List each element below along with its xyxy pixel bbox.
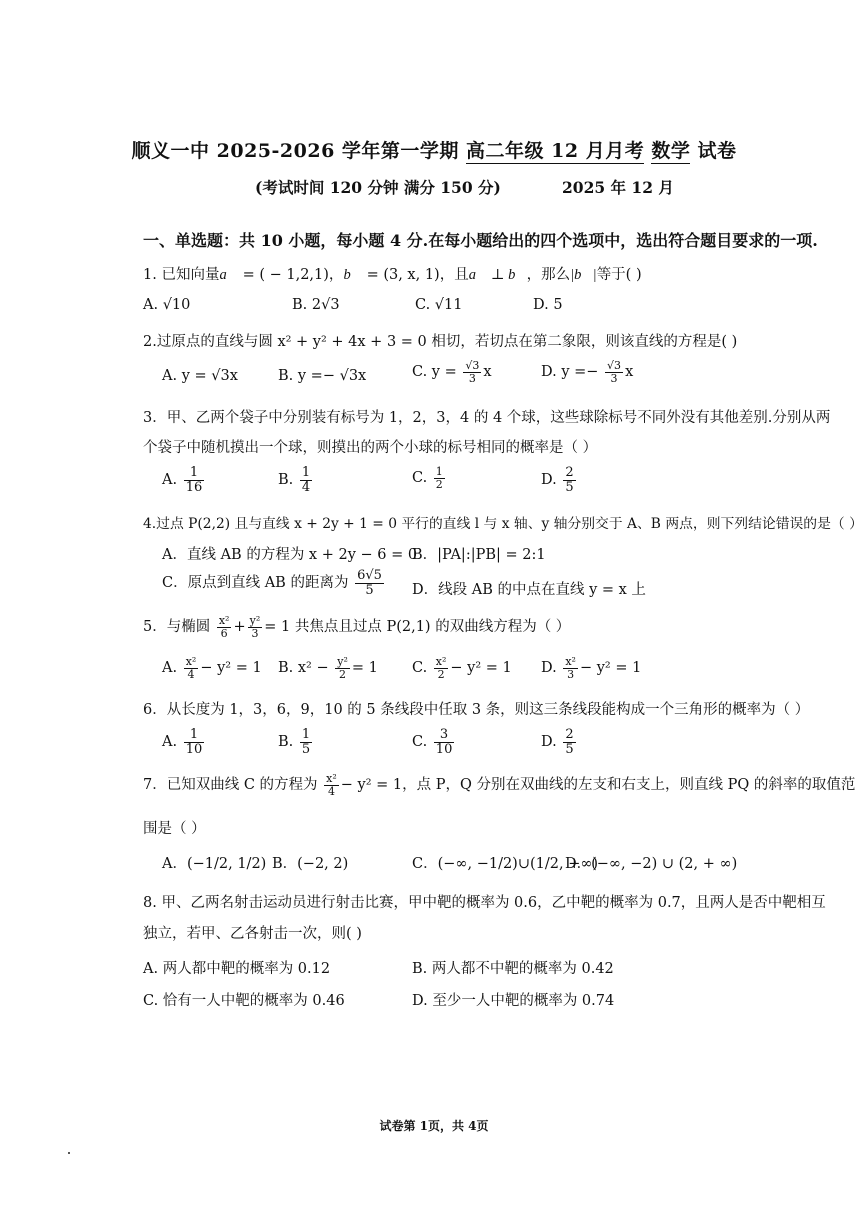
question-2-stem: 2.过原点的直线与圆 x² + y² + 4x + 3 = 0 相切，若切点在第二象限，则该直线的方程是( ) [143, 334, 738, 350]
q3-d-label: D. [541, 472, 557, 489]
q1-stem-part: = ( − 1,2,1)， [237, 267, 344, 283]
q4-c-fraction [355, 569, 384, 597]
q7-option-b: B．(−2, 2) [272, 856, 349, 872]
q5-eq: = 1 [264, 619, 291, 636]
q6-b-fraction [300, 728, 312, 756]
q3-option-b [278, 466, 314, 494]
q6-option-b [278, 728, 314, 756]
q5-b-num: y² [337, 655, 348, 668]
q5-c-num: x² [435, 655, 447, 668]
q5-c-fraction [434, 656, 449, 680]
q6-d-num: 2 [565, 727, 574, 742]
q5-f1-den: 6 [220, 626, 228, 640]
q2-d-prefix: D. y =− [541, 364, 599, 381]
title-subject: 数学 [651, 140, 691, 162]
q5-d-fraction [563, 656, 578, 680]
q3-c-label: C. [412, 470, 428, 487]
q7-option-d: D．(−∞, −2) ∪ (2, + ∞) [565, 856, 738, 872]
q1-stem-part: 等于( ) [596, 267, 642, 283]
question-7-line2: 围是（ ） [143, 821, 206, 837]
q6-option-a [162, 728, 206, 756]
q5-a-rest: − y² = 1 [200, 660, 262, 677]
q7-fraction [324, 773, 339, 797]
exam-title [0, 136, 868, 163]
q5-f1-num: x² [218, 614, 230, 627]
q5-prefix: 5．与椭圆 [143, 619, 211, 636]
scan-speck [68, 1152, 70, 1154]
q7-num: x² [326, 772, 337, 785]
question-7-stem [143, 773, 855, 797]
q1-option-a: A. √10 [143, 297, 191, 313]
q3-option-d [541, 466, 578, 494]
q2-option-a: A. y = √3x [162, 368, 238, 384]
q3-b-label: B. [278, 472, 294, 489]
q5-d-num: x² [565, 655, 576, 668]
q5-b-fraction [335, 656, 350, 680]
q1-option-c: C. √11 [415, 297, 463, 313]
q2-c-num: √3 [465, 359, 480, 372]
q2-d-den: 3 [610, 371, 618, 385]
q5-d-rest: − y² = 1 [579, 660, 642, 677]
q6-c-num: 3 [434, 728, 455, 743]
q3-b-num: 1 [301, 465, 311, 480]
q6-c-label: C. [412, 734, 428, 751]
q5-f2 [248, 615, 263, 639]
q5-f1 [217, 615, 232, 639]
q5-mid: 共焦点且过点 P(2,1) 的双曲线方程为（ ） [294, 619, 571, 636]
title-school: 顺义一中 2025-2026 学年第一学期 [131, 140, 467, 162]
q2-c-den: 3 [468, 371, 476, 385]
q2-c-prefix: C. y = [412, 364, 457, 381]
q8-option-d: D. 至少一人中靶的概率为 0.74 [412, 993, 615, 1009]
q3-c-fraction [434, 466, 445, 490]
question-3-line1: 3．甲、乙两个袋子中分别装有标号为 1，2，3，4 的 4 个球，这些球除标号不同外没有其他差别.分别从两 [143, 410, 831, 426]
q5-b-rest: = 1 [351, 660, 378, 677]
q3-a-num: 1 [184, 466, 205, 481]
q7-prefix: 7．已知双曲线 C 的方程为 [143, 777, 318, 794]
q5-d-den: 3 [567, 667, 575, 681]
q1-stem-part: = (3, x, 1)，且 [361, 267, 469, 283]
q7-option-c: C．(−∞, −1/2)∪(1/2, +∞) [412, 856, 599, 872]
q6-b-label: B. [278, 734, 294, 751]
q3-option-c [412, 466, 447, 490]
q5-option-d [541, 656, 641, 680]
q5-option-a [162, 656, 262, 680]
q5-a-den: 4 [187, 667, 195, 681]
q5-d-label: D. [541, 660, 557, 677]
q6-d-fraction [563, 728, 575, 756]
question-1-stem: 1. 已知向量a⃗ = ( − 1,2,1)，b⃗ = (3, x, 1)，且a⃗ ⊥ b⃗，那么|b⃗|等于( ) [143, 267, 642, 283]
title-grade: 高二年级 12 月月考 [466, 140, 645, 162]
q1-stem-part: 1. 已知向量 [143, 267, 220, 283]
q6-b-den: 5 [301, 741, 311, 757]
q1-option-d: D. 5 [533, 297, 563, 313]
q4-c-den: 5 [365, 582, 374, 598]
q3-c-num: 1 [435, 465, 443, 478]
q5-f2-num: y² [249, 614, 261, 627]
q3-c-den: 2 [435, 477, 443, 491]
q6-d-label: D. [541, 734, 557, 751]
question-4-stem: 4.过点 P(2,2) 且与直线 x + 2y + 1 = 0 平行的直线 l 与 x 轴、y 轴分别交于 A、B 两点，则下列结论错误的是（ ） [143, 516, 863, 532]
q5-b-den: 2 [339, 667, 347, 681]
q3-a-fraction [184, 466, 205, 494]
q2-option-b: B. y =− √3x [278, 368, 367, 384]
q2-d-x: x [625, 364, 634, 381]
q5-plus: + [233, 619, 246, 636]
q3-a-label: A. [162, 472, 178, 489]
exam-date: 2025 年 12 月 [562, 178, 674, 197]
q8-option-c: C. 恰有一人中靶的概率为 0.46 [143, 993, 345, 1009]
page-footer: 试卷第 1页，共 4页 [379, 1119, 489, 1133]
q6-b-num: 1 [301, 727, 311, 742]
q1-stem-part: ，那么 [526, 267, 571, 283]
q5-a-fraction [184, 656, 199, 680]
q4-c-num: 6√5 [357, 568, 382, 583]
q5-c-rest: − y² = 1 [450, 660, 512, 677]
q5-option-b [278, 656, 378, 680]
q3-option-a [162, 466, 206, 494]
section-heading: 一、单选题：共 10 小题，每小题 4 分.在每小题给出的四个选项中，选出符合题目要求的一项. [143, 231, 818, 250]
q7-den: 4 [327, 784, 335, 798]
q8-option-b: B. 两人都不中靶的概率为 0.42 [412, 961, 614, 977]
question-8-line2: 独立，若甲、乙各射击一次，则( ) [143, 926, 362, 942]
title-end: 试卷 [690, 140, 737, 162]
q2-option-c [412, 360, 492, 384]
q7-post: − y² = 1，点 P，Q 分别在双曲线的左支和右支上，则直线 PQ 的斜率的取值范 [340, 777, 856, 794]
q5-b-label: B. [278, 660, 294, 677]
q6-option-d [541, 728, 578, 756]
q3-b-fraction [300, 466, 312, 494]
q5-b-prefix: x² − [297, 660, 329, 677]
q4-option-d: D．线段 AB 的中点在直线 y = x 上 [412, 582, 646, 598]
q6-a-label: A. [162, 734, 178, 751]
q3-d-num: 2 [565, 465, 574, 480]
q5-c-den: 2 [437, 667, 445, 681]
q6-d-den: 5 [565, 741, 574, 757]
q3-d-den: 5 [565, 479, 574, 495]
q1-option-b: B. 2√3 [292, 297, 340, 313]
exam-time-info: (考试时间 120 分钟 满分 150 分) [255, 178, 501, 197]
q5-f2-den: 3 [251, 626, 259, 640]
q2-d-fraction [605, 360, 623, 384]
question-5-stem [143, 615, 570, 639]
q8-option-a: A. 两人都中靶的概率为 0.12 [143, 961, 331, 977]
q5-c-label: C. [412, 660, 428, 677]
q4-option-b: B．|PA|:|PB| = 2:1 [412, 547, 546, 563]
q4-option-c [162, 569, 386, 597]
q5-a-label: A. [162, 660, 178, 677]
q3-d-fraction [563, 466, 575, 494]
q2-c-fraction [463, 360, 481, 384]
q6-option-c [412, 728, 456, 756]
q3-a-den: 16 [185, 479, 203, 495]
q6-a-num: 1 [184, 728, 205, 743]
q5-a-num: x² [185, 655, 197, 668]
question-6-stem: 6．从长度为 1，3，6，9，10 的 5 条线段中任取 3 条，则这三条线段能构成一个三角形的概率为（ ） [143, 702, 810, 718]
q5-option-c [412, 656, 512, 680]
question-3-line2: 个袋子中随机摸出一个球，则摸出的两个小球的标号相同的概率是（ ） [143, 440, 598, 456]
q2-option-d [541, 360, 633, 384]
q2-d-num: √3 [607, 359, 622, 372]
q3-b-den: 4 [301, 479, 311, 495]
q6-c-den: 10 [435, 741, 453, 757]
q6-a-den: 10 [185, 741, 203, 757]
question-8-line1: 8. 甲、乙两名射击运动员进行射击比赛，甲中靶的概率为 0.6，乙中靶的概率为 0.7，且两人是否中靶相互 [143, 895, 826, 911]
q6-c-fraction [434, 728, 455, 756]
q6-a-fraction [184, 728, 205, 756]
q4-option-a: A．直线 AB 的方程为 x + 2y − 6 = 0 [162, 547, 418, 563]
q2-c-x: x [483, 364, 492, 381]
q4-c-prefix: C．原点到直线 AB 的距离为 [162, 575, 349, 592]
q7-option-a: A．(−1/2, 1/2) [162, 856, 267, 872]
